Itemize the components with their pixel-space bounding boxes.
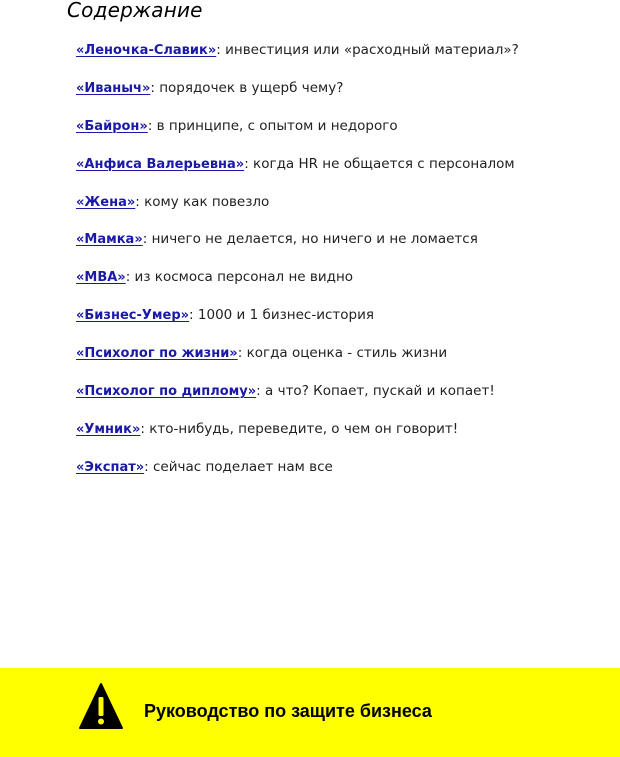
contents-item — [76, 116, 606, 154]
contents-link[interactable]: «Леночка-Славик» — [76, 43, 217, 58]
contents-item — [76, 381, 606, 419]
contents-description: когда оценка - стиль жизни — [242, 345, 448, 362]
contents-description: инвестиция или «расходный материал»? — [220, 42, 519, 58]
contents-item — [76, 305, 606, 343]
contents-description: в принципе, с опытом и недорого — [152, 117, 398, 134]
contents-list — [76, 40, 606, 495]
contents-description: кому как повезло — [139, 193, 270, 210]
contents-description: ничего не делается, но ничего и не ломается — [147, 231, 478, 248]
contents-separator: : — [135, 193, 140, 210]
contents-link[interactable]: «Психолог по диплому» — [76, 384, 257, 400]
contents-description: из космоса персонал не видно — [130, 269, 354, 286]
contents-link[interactable]: «Психолог по жизни» — [76, 346, 238, 362]
contents-separator: : — [189, 307, 194, 324]
contents-link[interactable]: «Анфиса Валерьевна» — [76, 156, 245, 172]
contents-link[interactable]: «Экспат» — [76, 459, 145, 475]
contents-link[interactable]: «Байрон» — [76, 118, 148, 134]
contents-description: 1000 и 1 бизнес-история — [193, 307, 374, 324]
contents-description: кто-нибудь, переведите, о чем он говорит! — [144, 420, 459, 437]
contents-item — [76, 40, 606, 78]
contents-item — [76, 192, 606, 230]
contents-separator: : — [140, 420, 145, 437]
contents-separator: : — [256, 383, 261, 400]
contents-link[interactable]: «Мамка» — [76, 232, 143, 248]
contents-description: а что? Копает, пускай и копает! — [260, 383, 495, 400]
contents-item — [76, 457, 606, 495]
footer-title: Руководство по защите бизнеса — [144, 701, 432, 721]
contents-item — [76, 267, 606, 305]
contents-item — [76, 419, 606, 457]
contents-link[interactable]: «Жена» — [76, 194, 136, 210]
contents-description: порядочек в ущерб чему? — [154, 79, 344, 96]
contents-item — [76, 78, 606, 116]
contents-separator: : — [142, 231, 148, 248]
warning-triangle-icon — [78, 682, 124, 730]
contents-separator: : — [147, 117, 153, 134]
contents-separator: : — [150, 79, 155, 96]
contents-link[interactable]: «Иваныч» — [76, 80, 151, 96]
contents-description: сейчас поделает нам все — [148, 458, 333, 475]
contents-separator: : — [237, 345, 243, 362]
contents-description: когда HR не общается с персоналом — [248, 155, 515, 172]
contents-title: Содержание — [67, 0, 203, 22]
contents-link[interactable]: «Бизнес-Умер» — [76, 308, 190, 324]
contents-item — [76, 229, 606, 267]
contents-separator: : — [144, 458, 149, 475]
contents-link[interactable]: «Умник» — [76, 421, 141, 437]
contents-item — [76, 154, 606, 192]
contents-separator: : — [244, 155, 249, 172]
contents-item — [76, 343, 606, 381]
contents-link[interactable]: «MBA» — [76, 270, 126, 286]
contents-separator: : — [125, 269, 131, 286]
contents-separator: : — [216, 42, 221, 58]
